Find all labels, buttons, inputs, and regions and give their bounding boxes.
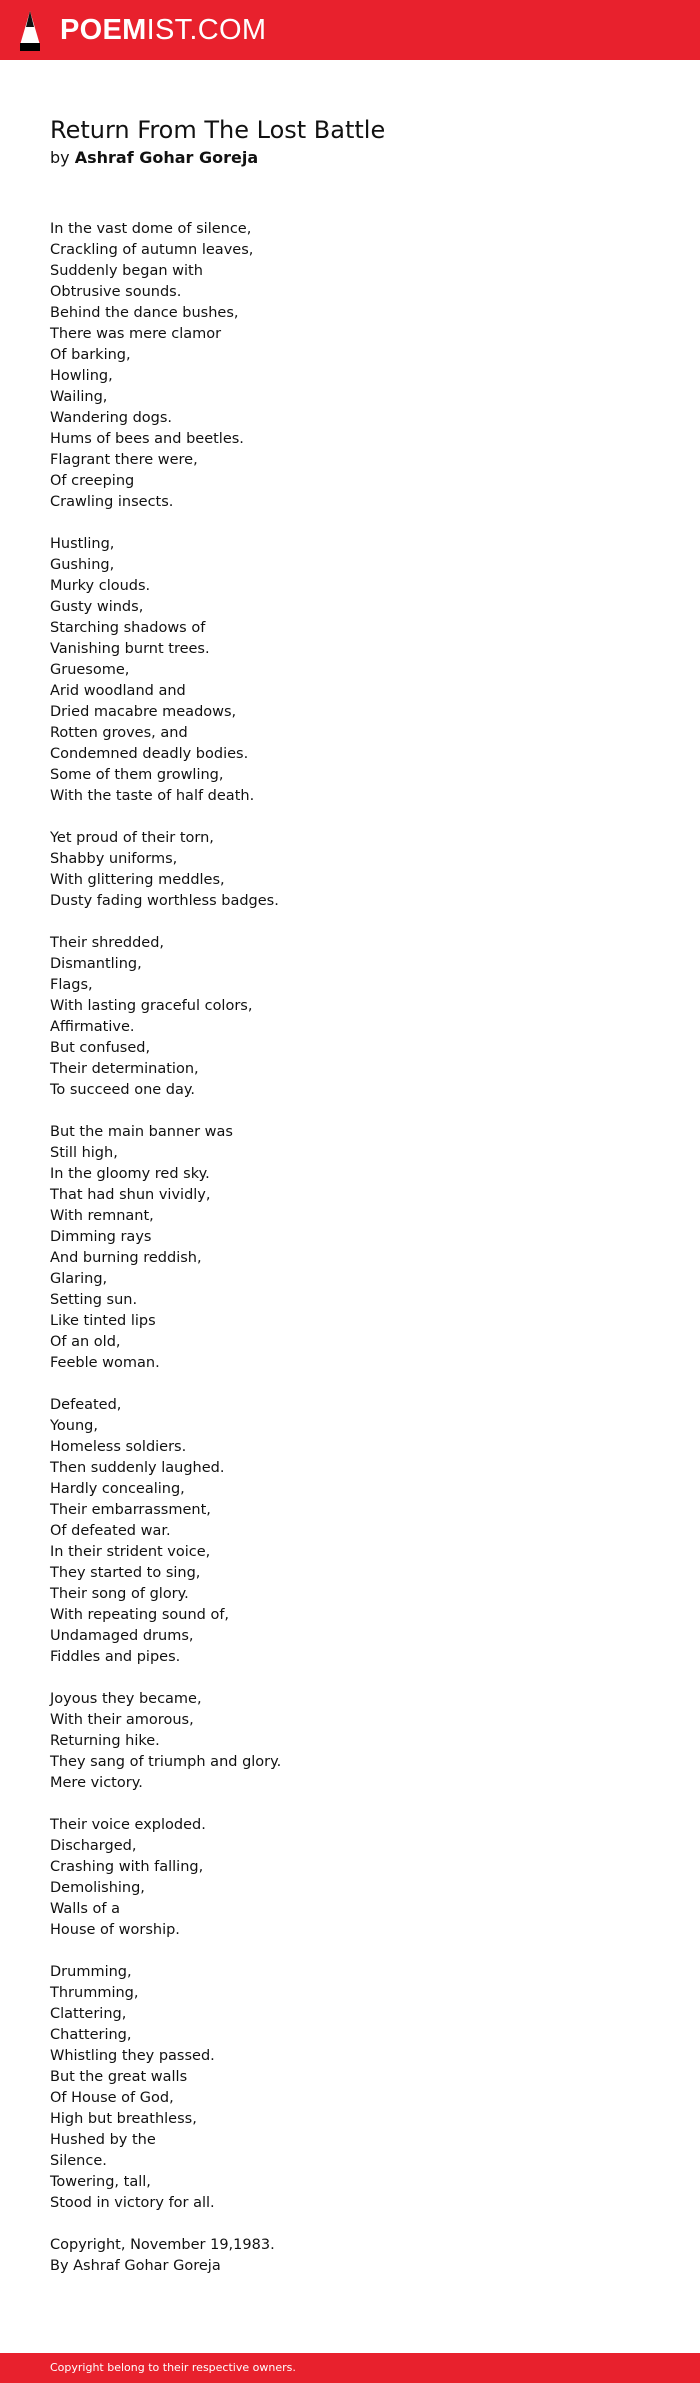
poem-line: Obtrusive sounds. bbox=[50, 284, 182, 300]
poem-line: Glaring, bbox=[50, 1271, 108, 1287]
poem-line: High but breathless, bbox=[50, 2111, 197, 2127]
poem-line: Still high, bbox=[50, 1145, 118, 1161]
poem-line: Demolishing, bbox=[50, 1880, 145, 1896]
poem-line: Vanishing burnt trees. bbox=[50, 641, 210, 657]
poem-line: Wandering dogs. bbox=[50, 410, 173, 426]
poem-line: Hushed by the bbox=[50, 2132, 156, 2148]
poem-line: Walls of a bbox=[50, 1901, 120, 1917]
poem-line: Fiddles and pipes. bbox=[50, 1649, 181, 1665]
pen-nib-icon[interactable] bbox=[18, 9, 42, 51]
site-header bbox=[0, 0, 700, 60]
poem-line: Hardly concealing, bbox=[50, 1481, 185, 1497]
poem-line: Shabby uniforms, bbox=[50, 851, 178, 867]
poem-line: Affirmative. bbox=[50, 1019, 135, 1035]
poem-line: Flags, bbox=[50, 977, 93, 993]
poem-line: With glittering meddles, bbox=[50, 872, 225, 888]
poem-line: Their song of glory. bbox=[50, 1586, 189, 1602]
poem-line: Of creeping bbox=[50, 473, 135, 489]
poem-line: Like tinted lips bbox=[50, 1313, 156, 1329]
poem-line: Gushing, bbox=[50, 557, 115, 573]
poem-line: Thrumming, bbox=[50, 1985, 139, 2001]
poem-line: Hustling, bbox=[50, 536, 115, 552]
poem-line: Flagrant there were, bbox=[50, 452, 198, 468]
poem-line: Murky clouds. bbox=[50, 578, 151, 594]
poem-line: With the taste of half death. bbox=[50, 788, 255, 804]
poem-line: Crackling of autumn leaves, bbox=[50, 242, 254, 258]
poem-line: Of House of God, bbox=[50, 2090, 174, 2106]
poem-line: Their shredded, bbox=[50, 935, 165, 951]
poem-author: Ashraf Gohar Goreja bbox=[74, 148, 259, 167]
poem-line: Crawling insects. bbox=[50, 494, 174, 510]
poem-line: Gruesome, bbox=[50, 662, 130, 678]
poem-body bbox=[50, 219, 281, 2298]
poem-stanza bbox=[50, 219, 281, 513]
poem-line: Discharged, bbox=[50, 1838, 137, 1854]
poem-line: Condemned deadly bodies. bbox=[50, 746, 249, 762]
poem-line: With lasting graceful colors, bbox=[50, 998, 253, 1014]
poem-line: Homeless soldiers. bbox=[50, 1439, 187, 1455]
poem-line: With remnant, bbox=[50, 1208, 154, 1224]
poem-line: But the main banner was bbox=[50, 1124, 233, 1140]
poem-line: Joyous they became, bbox=[50, 1691, 202, 1707]
poem-line: Returning hike. bbox=[50, 1733, 160, 1749]
poem-line: Yet proud of their torn, bbox=[50, 830, 214, 846]
poem-line: With repeating sound of, bbox=[50, 1607, 230, 1623]
poem-stanza bbox=[50, 2235, 281, 2277]
poem-line: Young, bbox=[50, 1418, 98, 1434]
poem-stanza bbox=[50, 1962, 281, 2214]
poem-line: Dimming rays bbox=[50, 1229, 152, 1245]
poem-line: There was mere clamor bbox=[50, 326, 222, 342]
poem-line: Gusty winds, bbox=[50, 599, 144, 615]
poem-line: In the vast dome of silence, bbox=[50, 221, 252, 237]
poem-line: Dried macabre meadows, bbox=[50, 704, 237, 720]
poem-line: They sang of triumph and glory. bbox=[50, 1754, 282, 1770]
poem-line: Hums of bees and beetles. bbox=[50, 431, 244, 447]
poem-line: Their determination, bbox=[50, 1061, 199, 1077]
poem-line: Clattering, bbox=[50, 2006, 127, 2022]
poem-line: Stood in victory for all. bbox=[50, 2195, 215, 2211]
poem-stanza bbox=[50, 828, 281, 912]
poem-stanza bbox=[50, 1395, 281, 1668]
poem-line: Undamaged drums, bbox=[50, 1628, 194, 1644]
poem-stanza bbox=[50, 1689, 281, 1794]
poem-line: Of barking, bbox=[50, 347, 131, 363]
by-prefix: by bbox=[50, 148, 70, 167]
poem-line: Rotten groves, and bbox=[50, 725, 188, 741]
poem-line: Defeated, bbox=[50, 1397, 122, 1413]
poem-line: Their voice exploded. bbox=[50, 1817, 206, 1833]
site-footer bbox=[0, 2353, 700, 2383]
footer-copyright: Copyright belong to their respective owners. bbox=[50, 2361, 296, 2374]
poem-line: Whistling they passed. bbox=[50, 2048, 215, 2064]
poem-line: To succeed one day. bbox=[50, 1082, 196, 1098]
poem-line: Dismantling, bbox=[50, 956, 142, 972]
poem-line: With their amorous, bbox=[50, 1712, 194, 1728]
poem-line: Feeble woman. bbox=[50, 1355, 160, 1371]
poem-line: Wailing, bbox=[50, 389, 108, 405]
poem-line: Drumming, bbox=[50, 1964, 132, 1980]
poem-line: Towering, tall, bbox=[50, 2174, 151, 2190]
poem-line: Some of them growling, bbox=[50, 767, 224, 783]
poem-line: Copyright, November 19,1983. bbox=[50, 2237, 275, 2253]
poem-line: Setting sun. bbox=[50, 1292, 138, 1308]
poem-line: Chattering, bbox=[50, 2027, 132, 2043]
poem-line: That had shun vividly, bbox=[50, 1187, 211, 1203]
poem-line: In the gloomy red sky. bbox=[50, 1166, 210, 1182]
poem-line: Arid woodland and bbox=[50, 683, 186, 699]
poem-line: Silence. bbox=[50, 2153, 107, 2169]
poem-line: They started to sing, bbox=[50, 1565, 201, 1581]
poem-line: Then suddenly laughed. bbox=[50, 1460, 225, 1476]
poem-line: House of worship. bbox=[50, 1922, 180, 1938]
poem-line: Behind the dance bushes, bbox=[50, 305, 239, 321]
brand-light: IST.COM bbox=[146, 14, 267, 46]
poem-title: Return From The Lost Battle bbox=[50, 116, 386, 144]
poem-byline bbox=[50, 147, 258, 169]
poem-line: Of an old, bbox=[50, 1334, 121, 1350]
poem-stanza bbox=[50, 933, 281, 1101]
poem-line: Their embarrassment, bbox=[50, 1502, 211, 1518]
brand-bold: POEM bbox=[60, 14, 147, 46]
poem-stanza bbox=[50, 1122, 281, 1374]
site-logo-text[interactable] bbox=[60, 13, 266, 47]
poem-line: Howling, bbox=[50, 368, 113, 384]
poem-line: Dusty fading worthless badges. bbox=[50, 893, 279, 909]
poem-stanza bbox=[50, 1815, 281, 1941]
poem-line: But confused, bbox=[50, 1040, 151, 1056]
poem-line: But the great walls bbox=[50, 2069, 188, 2085]
poem-stanza bbox=[50, 534, 281, 807]
poem-line: By Ashraf Gohar Goreja bbox=[50, 2258, 221, 2274]
poem-line: Mere victory. bbox=[50, 1775, 143, 1791]
poem-line: Of defeated war. bbox=[50, 1523, 171, 1539]
poem-line: Starching shadows of bbox=[50, 620, 206, 636]
poem-line: And burning reddish, bbox=[50, 1250, 202, 1266]
poem-line: Suddenly began with bbox=[50, 263, 203, 279]
poem-line: Crashing with falling, bbox=[50, 1859, 204, 1875]
poem-line: In their strident voice, bbox=[50, 1544, 211, 1560]
